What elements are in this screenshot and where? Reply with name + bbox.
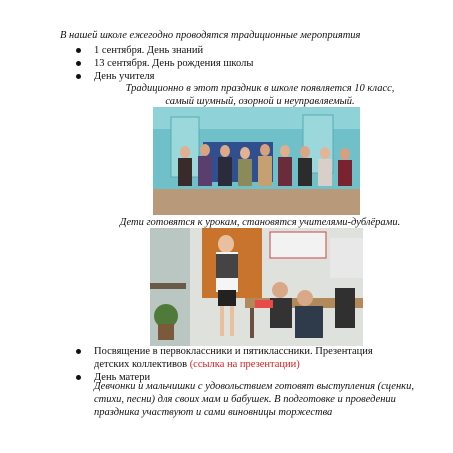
list-item-label: Посвящение в первоклассники и пятиклассники. Презентация [94, 346, 373, 357]
list-item-label: детских коллективов [94, 359, 190, 370]
presentation-link[interactable]: (ссылка на презентации) [189, 359, 300, 370]
classroom-image [150, 228, 363, 346]
paragraph-line: Традиционно в этот праздник в школе появляется 10 класс, [125, 83, 395, 94]
list-item-label: День учителя [94, 71, 155, 82]
paragraph-line: самый шумный, озорной и неуправляемый. [165, 96, 355, 107]
classroom-photo [150, 228, 363, 346]
events-list [76, 44, 253, 83]
bullet-icon [76, 48, 81, 53]
events-list-continued [76, 345, 436, 384]
bullet-icon [76, 74, 81, 79]
bullet-icon [76, 61, 81, 66]
list-item [76, 44, 253, 57]
teachers-group-image [153, 107, 360, 215]
bullet-icon [76, 349, 81, 354]
list-item-label: 1 сентября. День знаний [94, 45, 204, 56]
page-heading: В нашей школе ежегодно проводятся традиционные мероприятия [60, 30, 361, 41]
bullet-icon [76, 375, 81, 380]
list-item [76, 345, 436, 371]
list-item [76, 57, 253, 70]
list-item-label: 13 сентября. День рождения школы [94, 58, 254, 69]
list-item-label: День матери [94, 372, 151, 383]
mothers-day-paragraph: Девчонки и мальчишки с удовольствием готовят выступления (сценки, стихи, песни) для своих мам и бабушек. В подготовке и проведении праздника участвуют и сами виновницы торжества [94, 381, 414, 418]
teachers-group-photo [153, 107, 360, 215]
teacher-day-paragraph [100, 82, 420, 108]
photo-caption: Дети готовятся к урокам, становятся учителями-дублёрами. [119, 217, 401, 228]
